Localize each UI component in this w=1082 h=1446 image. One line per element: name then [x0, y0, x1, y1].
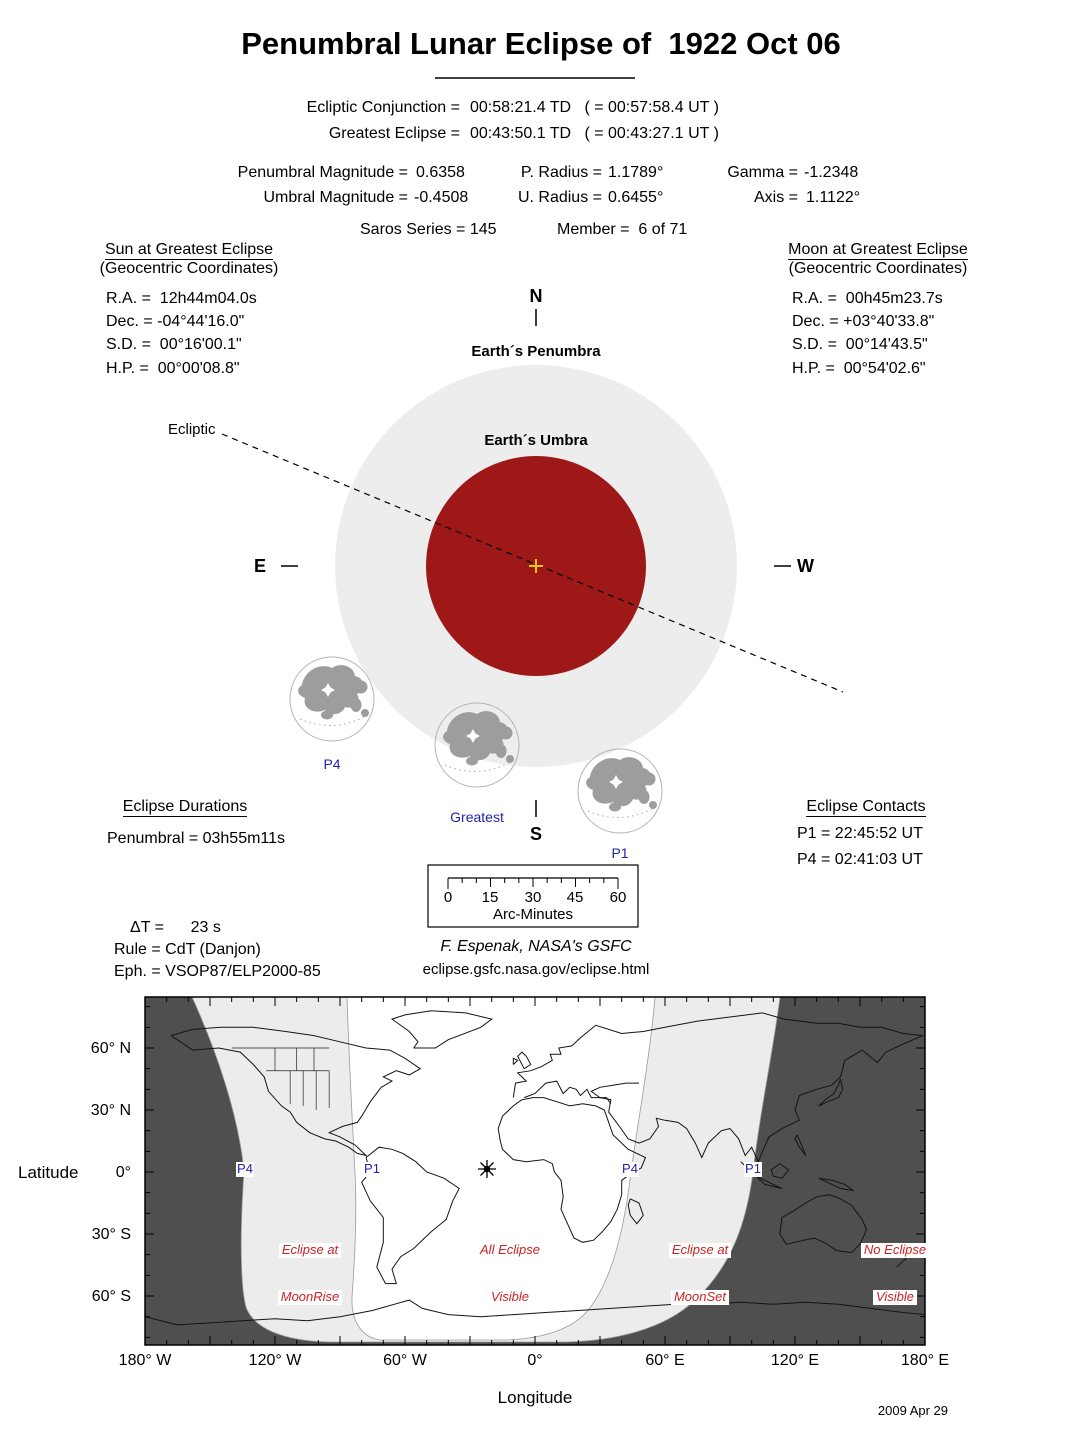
- sun-dec: Dec. = -04°44'16.0": [106, 313, 245, 330]
- sun-sd: S.D. = 00°16'00.1": [106, 336, 242, 353]
- moon-position-label-greatest: Greatest: [450, 809, 504, 825]
- sun-block-heading: Sun at Greatest Eclipse: [104, 241, 274, 258]
- greatest-eclipse-label: Greatest Eclipse =: [328, 125, 460, 142]
- conjunction-label: Ecliptic Conjunction =: [306, 99, 460, 116]
- scale-tick-15: 15: [481, 889, 499, 906]
- map-ylabel: Latitude: [18, 1163, 79, 1182]
- gamma-value: -1.2348: [804, 164, 859, 181]
- map-curve-label-p1-east: P1: [745, 1161, 761, 1176]
- axis-label: Axis =: [753, 189, 798, 206]
- moon-position-label-p1: P1: [611, 845, 629, 861]
- moon-sd: S.D. = 00°14'43.5": [792, 336, 928, 353]
- rule: Rule = CdT (Danjon): [114, 941, 261, 958]
- axis-value: 1.1122°: [806, 189, 861, 206]
- sun-block-subheading: (Geocentric Coordinates): [99, 260, 279, 277]
- lat-tick-0: 0°: [115, 1164, 131, 1181]
- durations-heading: Eclipse Durations: [122, 798, 248, 815]
- sun-ra: R.A. = 12h44m04.0s: [106, 290, 257, 307]
- ecliptic-label: Ecliptic: [168, 421, 216, 438]
- umbra-label: Earth´s Umbra: [484, 432, 588, 449]
- penumbral-magnitude-label: Penumbral Magnitude =: [237, 164, 408, 181]
- p-radius-value: 1.1789°: [608, 164, 664, 181]
- moon-block-subheading: (Geocentric Coordinates): [788, 260, 968, 277]
- map-label-eclipse-at-moonrise: Eclipse at MoonRise: [240, 1213, 380, 1335]
- plot-date: 2009 Apr 29: [877, 1403, 948, 1418]
- map-curve-label-p1-west: P1: [364, 1161, 380, 1176]
- map-label-all-eclipse-visible: All Eclipse Visible: [440, 1213, 580, 1335]
- scale-tick-30: 30: [524, 889, 542, 906]
- umbral-magnitude-label: Umbral Magnitude =: [263, 189, 408, 206]
- lon-tick-60e: 60° E: [645, 1352, 685, 1369]
- page-title: Penumbral Lunar Eclipse of 1922 Oct 06: [241, 26, 841, 61]
- ephemeris: Eph. = VSOP87/ELP2000-85: [114, 963, 321, 980]
- eclipse-diagram: [222, 309, 843, 833]
- greatest-eclipse-value: 00:43:50.1 TD ( = 00:43:27.1 UT ): [470, 125, 719, 142]
- map-curve-label-p4-west: P4: [237, 1161, 253, 1176]
- lat-tick-60n: 60° N: [90, 1040, 131, 1057]
- moon-dec: Dec. = +03°40'33.8": [792, 313, 935, 330]
- saros-member: Member = 6 of 71: [557, 221, 688, 238]
- scale-units-label: Arc-Minutes: [492, 906, 574, 923]
- u-radius-label: U. Radius =: [517, 189, 602, 206]
- map-label-no-eclipse-visible: No Eclipse Visible: [825, 1213, 965, 1335]
- lat-tick-30n: 30° N: [90, 1102, 131, 1119]
- map-curve-label-p4-east: P4: [622, 1161, 638, 1176]
- scale-tick-60: 60: [609, 889, 627, 906]
- moon-ra: R.A. = 00h45m23.7s: [792, 290, 943, 307]
- map-label-eclipse-at-moonset: Eclipse at MoonSet: [630, 1213, 770, 1335]
- moon-position-label-p4: P4: [323, 756, 341, 772]
- credit-author: F. Espenak, NASA's GSFC: [440, 938, 632, 955]
- moon-block-heading: Moon at Greatest Eclipse: [788, 241, 968, 258]
- delta-t: ΔT = 23 s: [130, 919, 221, 936]
- umbral-magnitude-value: -0.4508: [414, 189, 469, 206]
- scale-tick-0: 0: [443, 889, 453, 906]
- sun-hp: H.P. = 00°00'08.8": [106, 360, 240, 377]
- lat-tick-60s: 60° S: [91, 1288, 131, 1305]
- compass-south-label: S: [529, 824, 542, 844]
- conjunction-value: 00:58:21.4 TD ( = 00:57:58.4 UT ): [470, 99, 719, 116]
- penumbral-magnitude-value: 0.6358: [416, 164, 465, 181]
- moon-hp: H.P. = 00°54'02.6": [792, 360, 926, 377]
- lon-tick-180w: 180° W: [118, 1352, 172, 1369]
- credit-url: eclipse.gsfc.nasa.gov/eclipse.html: [422, 961, 650, 978]
- durations-penumbral: Penumbral = 03h55m11s: [107, 830, 286, 847]
- map-xlabel: Longitude: [497, 1388, 573, 1407]
- saros-series: Saros Series = 145: [360, 221, 497, 238]
- moon: [578, 749, 662, 833]
- contacts-heading: Eclipse Contacts: [806, 798, 926, 815]
- compass-west-label: W: [797, 556, 814, 576]
- lat-tick-30s: 30° S: [91, 1226, 131, 1243]
- lon-tick-60w: 60° W: [383, 1352, 427, 1369]
- contact-p1: P1 = 22:45:52 UT: [797, 825, 923, 842]
- p-radius-label: P. Radius =: [520, 164, 602, 181]
- zenith-star-marker: [478, 1160, 496, 1178]
- u-radius-value: 0.6455°: [608, 189, 664, 206]
- contact-p4: P4 = 02:41:03 UT: [797, 851, 923, 868]
- compass-east-label: E: [254, 556, 267, 576]
- scale-tick-45: 45: [566, 889, 584, 906]
- lon-tick-120w: 120° W: [248, 1352, 302, 1369]
- lon-tick-120e: 120° E: [770, 1352, 820, 1369]
- moon: [290, 657, 374, 741]
- lon-tick-180e: 180° E: [900, 1352, 950, 1369]
- lon-tick-0: 0°: [527, 1352, 543, 1369]
- compass-north-label: N: [529, 286, 543, 306]
- gamma-label: Gamma =: [727, 164, 798, 181]
- penumbra-label: Earth´s Penumbra: [471, 343, 601, 360]
